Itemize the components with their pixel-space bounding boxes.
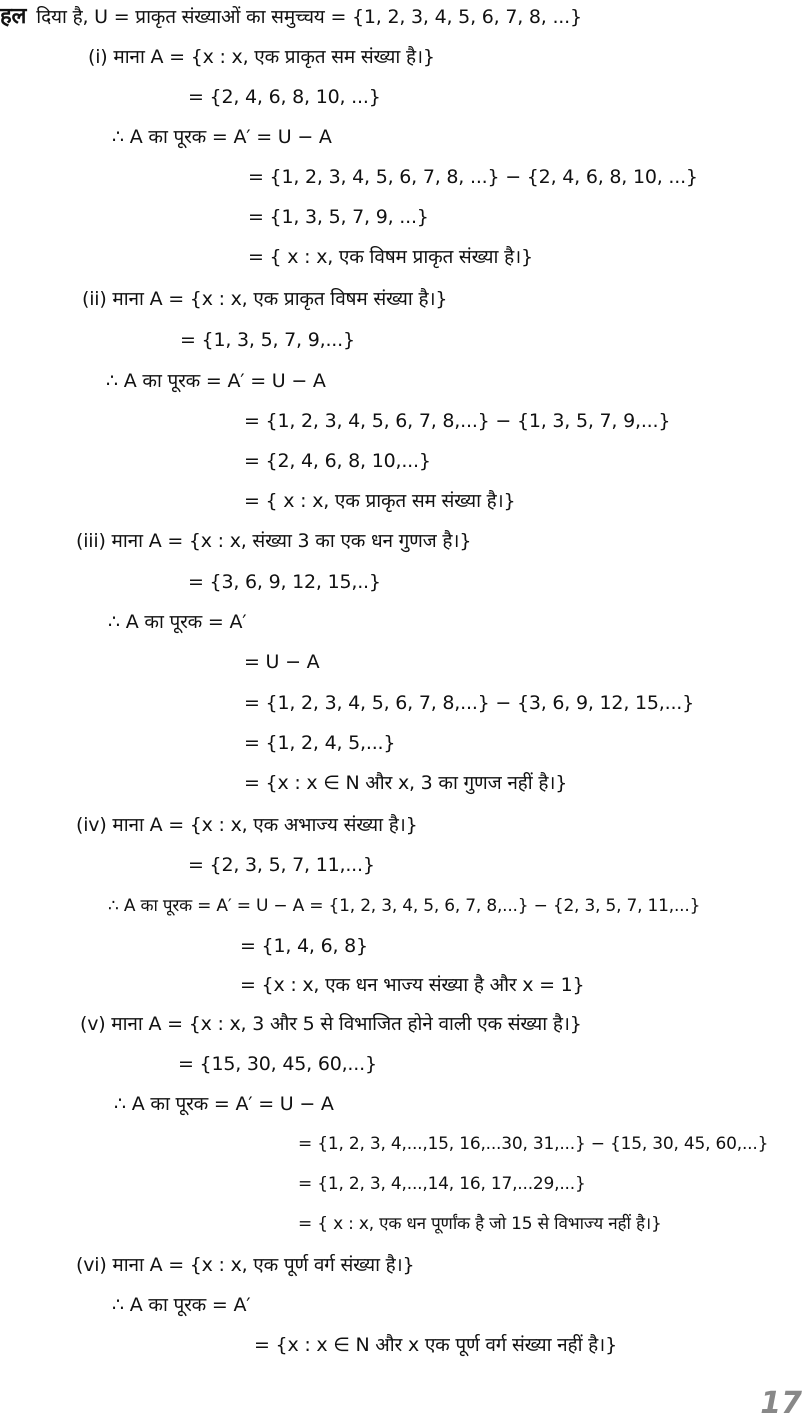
line-23: = {1, 4, 6, 8} [240, 935, 368, 957]
line-3: ∴ A का पूरक = A′ = U − A [112, 126, 332, 148]
line-8: = {1, 3, 5, 7, 9,...} [180, 329, 355, 351]
page-number: 17 [760, 1386, 802, 1421]
line-4: = {1, 2, 3, 4, 5, 6, 7, 8, ...} − {2, 4, 6, 8, 10, ...} [248, 166, 698, 188]
line-18: = {1, 2, 4, 5,...} [244, 732, 396, 754]
solution-heading: हल [0, 4, 27, 29]
line-21: = {2, 3, 5, 7, 11,...} [188, 854, 375, 876]
line-19: = {x : x ∈ N और x, 3 का गुणज नहीं है।} [244, 772, 568, 794]
line-9: ∴ A का पूरक = A′ = U − A [106, 370, 326, 392]
line-2: = {2, 4, 6, 8, 10, ...} [188, 86, 381, 108]
line-1: (i) माना A = {x : x, एक प्राकृत सम संख्या है।} [88, 46, 435, 68]
line-20: (iv) माना A = {x : x, एक अभाज्य संख्या है।} [76, 814, 418, 836]
line-15: ∴ A का पूरक = A′ [108, 611, 247, 633]
line-6: = { x : x, एक विषम प्राकृत संख्या है।} [248, 246, 533, 268]
line-13: (iii) माना A = {x : x, संख्या 3 का एक धन गुणज है।} [76, 530, 472, 552]
line-33: = {x : x ∈ N और x एक पूर्ण वर्ग संख्या नहीं है।} [254, 1334, 617, 1356]
line-28: = {1, 2, 3, 4,...,15, 16,...30, 31,...} − {15, 30, 45, 60,...} [298, 1134, 769, 1154]
line-24: = {x : x, एक धन भाज्य संख्या है और x = 1} [240, 974, 585, 996]
line-29: = {1, 2, 3, 4,...,14, 16, 17,...29,...} [298, 1174, 586, 1194]
line-16: = U − A [244, 651, 320, 673]
line-22: ∴ A का पूरक = A′ = U − A = {1, 2, 3, 4, 5, 6, 7, 8,...} − {2, 3, 5, 7, 11,...} [108, 896, 701, 916]
line-7: (ii) माना A = {x : x, एक प्राकृत विषम संख्या है।} [82, 288, 448, 310]
line-26: = {15, 30, 45, 60,...} [178, 1053, 377, 1075]
line-27: ∴ A का पूरक = A′ = U − A [114, 1093, 334, 1115]
line-12: = { x : x, एक प्राकृत सम संख्या है।} [244, 490, 516, 512]
solution-intro: दिया है, U = प्राकृत संख्याओं का समुच्चय = {1, 2, 3, 4, 5, 6, 7, 8, ...} [36, 6, 582, 28]
solution-intro-line [0, 4, 582, 30]
line-11: = {2, 4, 6, 8, 10,...} [244, 450, 431, 472]
line-31: (vi) माना A = {x : x, एक पूर्ण वर्ग संख्या है।} [76, 1254, 415, 1276]
line-10: = {1, 2, 3, 4, 5, 6, 7, 8,...} − {1, 3, 5, 7, 9,...} [244, 410, 671, 432]
line-32: ∴ A का पूरक = A′ [112, 1294, 251, 1316]
line-25: (v) माना A = {x : x, 3 और 5 से विभाजित होने वाली एक संख्या है।} [80, 1013, 582, 1035]
line-17: = {1, 2, 3, 4, 5, 6, 7, 8,...} − {3, 6, 9, 12, 15,...} [244, 692, 695, 714]
line-14: = {3, 6, 9, 12, 15,..} [188, 571, 381, 593]
line-30: = { x : x, एक धन पूर्णांक है जो 15 से विभाज्य नहीं है।} [298, 1214, 662, 1234]
line-5: = {1, 3, 5, 7, 9, ...} [248, 206, 429, 228]
